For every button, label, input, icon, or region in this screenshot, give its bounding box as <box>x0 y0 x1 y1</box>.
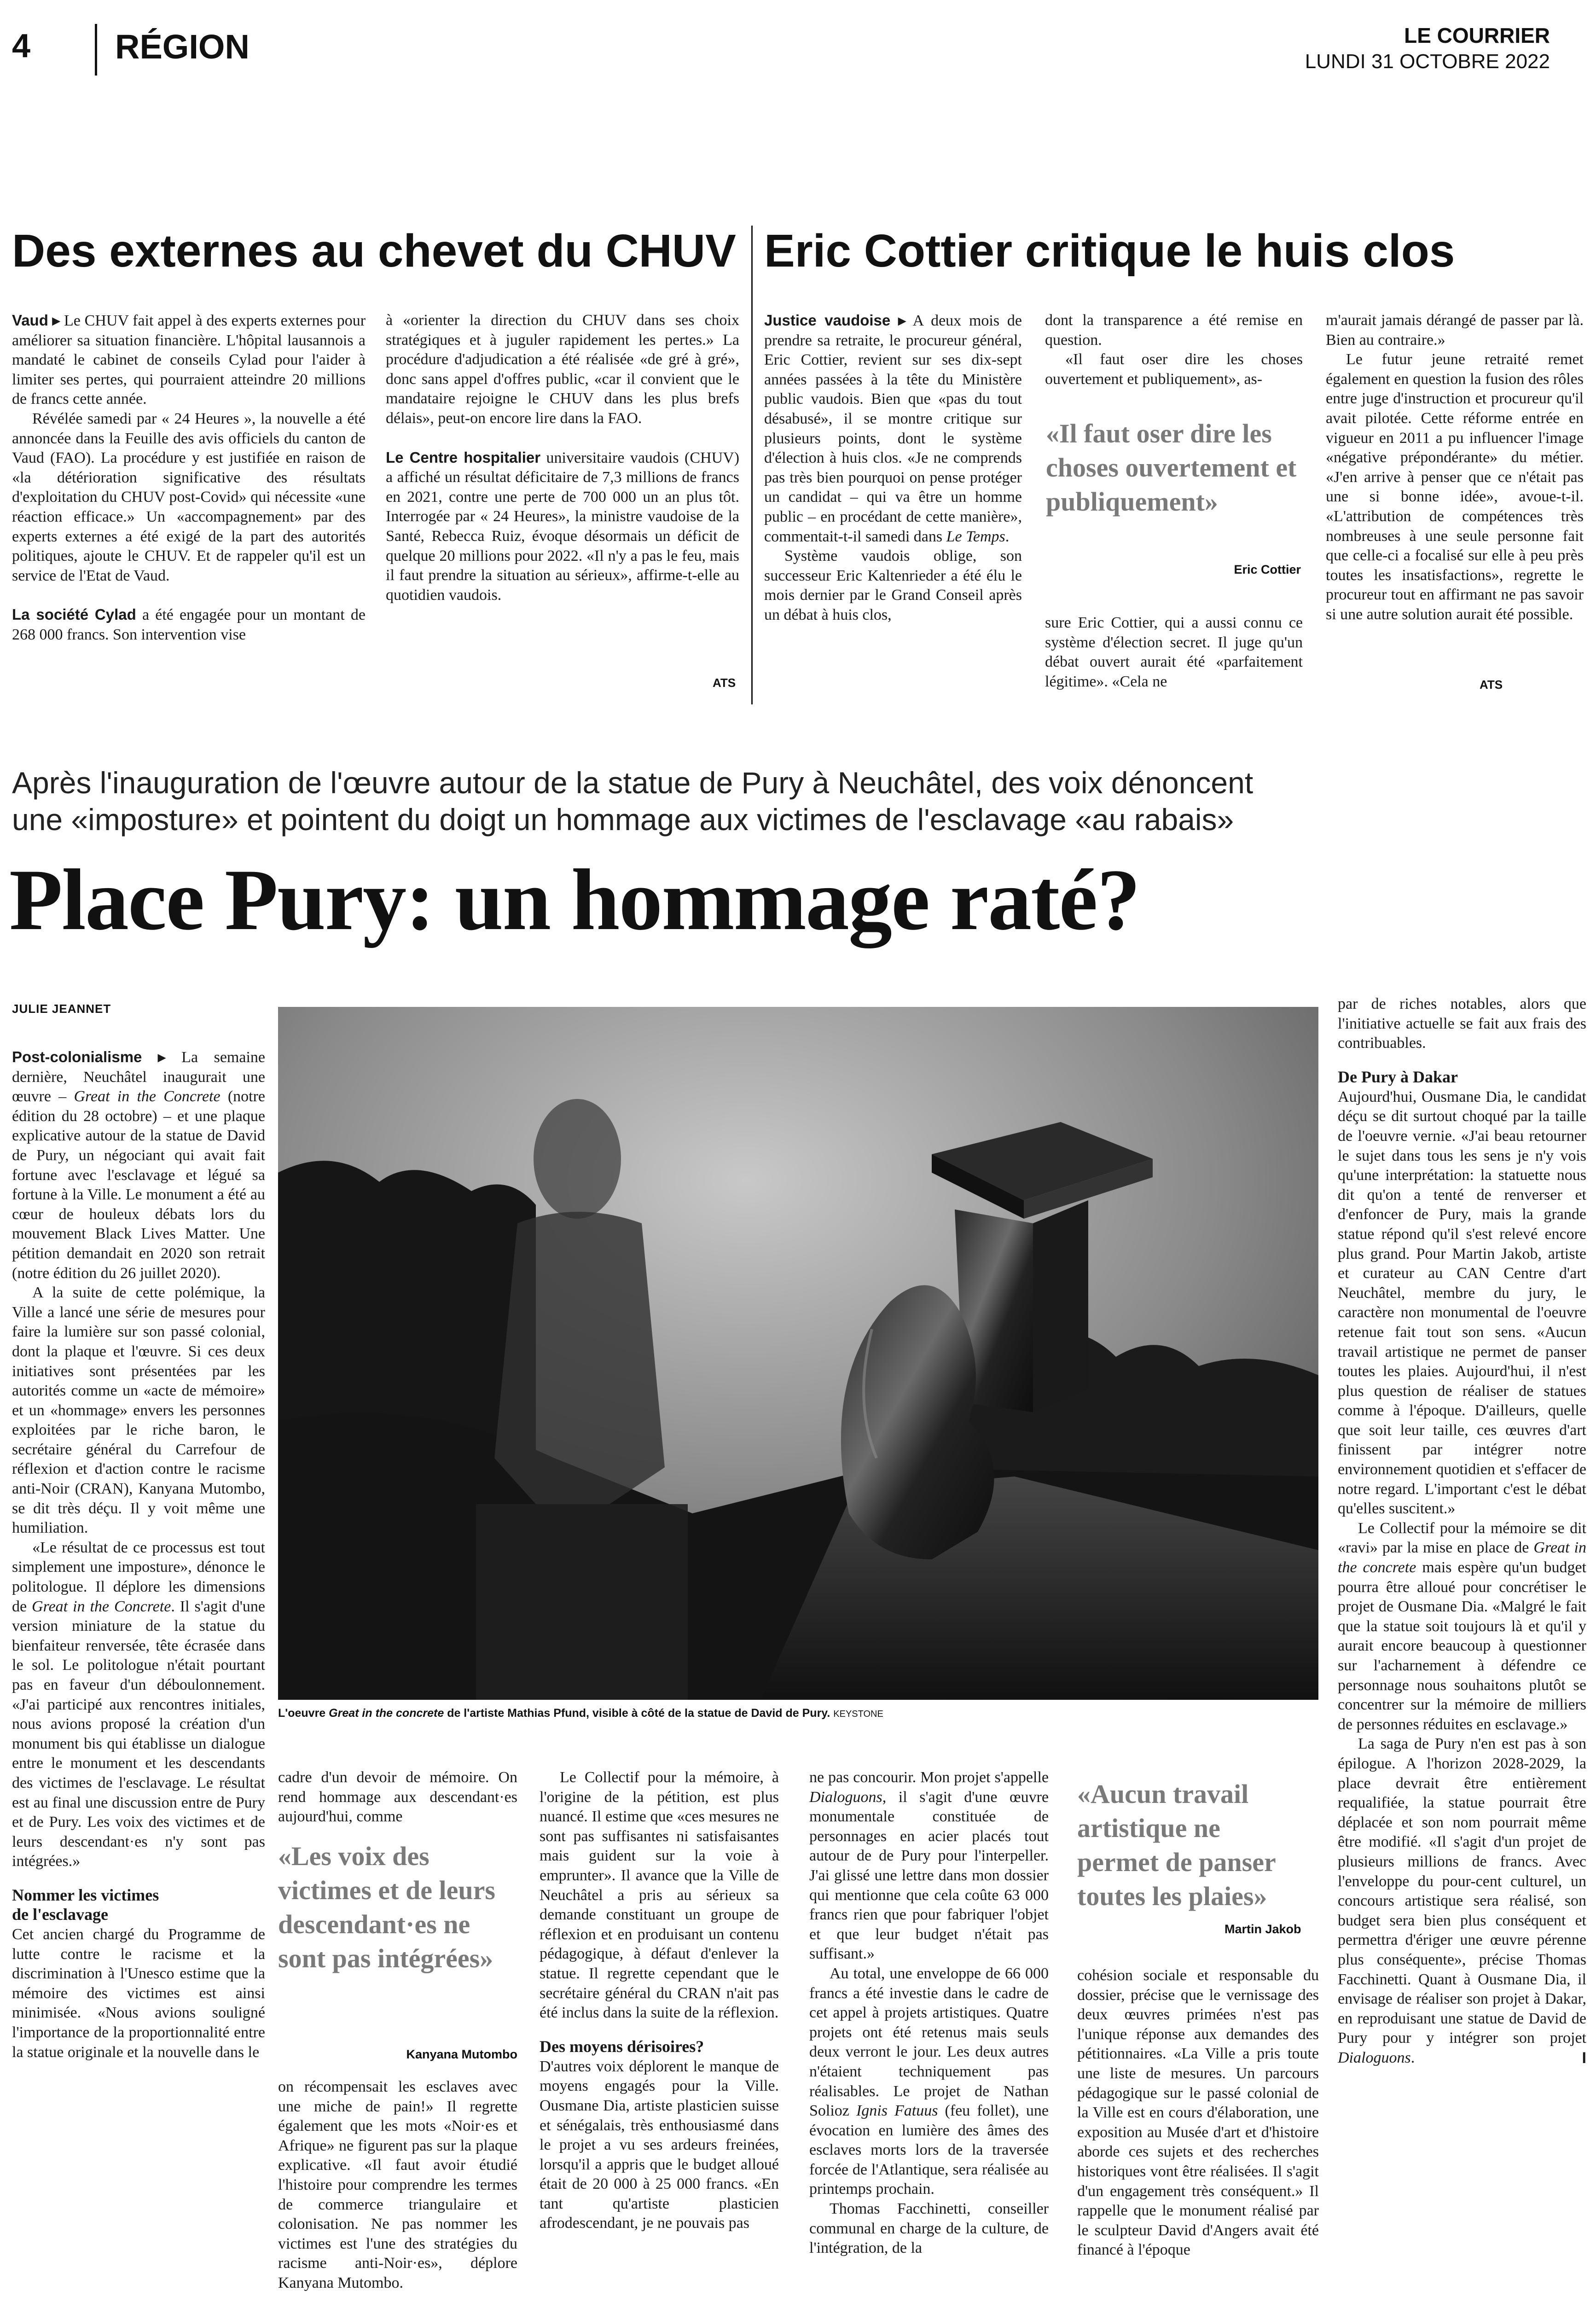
main-col-3: Le Collectif pour la mémoire, à l'origine de la pétition, est plus nuancé. Il estime que «ces mesures ne sont pas suffisantes ni satisfaisantes mais guident sur la voie à emprunter». Il avance que la Ville de Neuchâtel a pris au sérieux sa demande constituant un groupe de réflexion et en produisant un contenu pédagogique, à défaut d'enlever la statue. Il regrette cependant que le secrétaire général du CRAN n'ait pas été inclus dans la suite de la réflexion. Des moyens dérisoires? D'autres voix déplorent le manque de moyens engagés pour la Ville. Ousmane Dia, artiste plasticien suisse et sénégalais, très enthousiasmé dans le projet a vu ses ardeurs freinées, lorsqu'il a appris que le budget alloué était de 20 000 à 25 000 francs. «En tant qu'artiste plasticien afrodescendant, je ne pouvais pas <box>540 1769 779 2232</box>
cottier-col-2: dont la transparence a été remise en question. «Il faut oser dire les choses ouvertement et publiquement», as- <box>1045 312 1303 388</box>
main-col-6: par de riches notables, alors que l'initiative actuelle se fait aux frais des contribuables. De Pury à Dakar Aujourd'hui, Ousmane Dia, le candidat déçu se dit surtout choqué par la taille de l'oeuvre vernie. «J'ai beau retourner le sujet dans tous les sens je n'y vois qu'une interprétation: la statuette nous dit qu'on a tenté de renverser et d'enfoncer de Pury, mais la grande statue répond qu'il s'est relevé encore plus grand. Pour Martin Jakob, artiste et curateur au CAN Centre d'art Neuchâtel, membre du jury, le caractère non monumental de l'oeuvre retenue fait tout son sens. «Aucun travail artistique ne permet de panser toutes les plaies. Aujourd'hui, il n'est plus question de réaliser de statues comme à l'époque. D'ailleurs, quelle que soit leur taille, ces œuvres d'art finissent par intégrer notre environnement quotidien et s'effacer de notre regard. L'important c'est le débat qu'elles suscitent.» Le Collectif pour la mémoire se dit «ravi» par la mise en place de Great in the concrete mais espère qu'un budget pourra être alloué pour concrétiser le projet de Ousmane Dia. «Malgré le fait que la statue soit toujours là et qu'il y aurait encore beaucoup à questionner sur l'acharnement à défendre ce personnage nous souhaitons plutôt se concentrer sur la mémoire de milliers de personnes réduites en esclavage.» La saga de Pury n'en est pas à son épilogue. A l'horizon 2028-2029, la place devrait être entièrement requalifiée, la statue pourrait être déplacée et son nom pourrait même être modifié. «Il s'agit d'un projet de plusieurs millions de francs. Avec l'enveloppe du pour-cent culturel, un concours artistique sera réalisé, son budget sera bien plus conséquent et permettra d'ériger une œuvre pérenne plus conséquente», précise Thomas Facchinetti. Quant à Ousmane Dia, il envisage de réaliser son projet à Dakar, en reproduisant une statue de David de Pury pour y intégrer son projet Dialoguons. I <box>1338 994 1586 2068</box>
chuv-col-2: à «orienter la direction du CHUV dans ses choix stratégiques et à juguler rapidement les pertes.» La procédure d'adjudication a été réalisée «de gré à gré», donc sans appel d'offres public, «car il convient que le mandataire rejoigne le CHUV dans les plus brefs délais», peut-on encore lire dans la FAO. Le Centre hospitalier universitaire vaudois (CHUV) a affiché un résultat déficitaire de 7,3 millions de francs en 2021, contre une perte de 700 000 un an plus tôt. Interrogée par « 24 Heures», la ministre vaudoise de la Santé, Rebecca Ruiz, évoque désormais un déficit de quelque 20 millions pour 2022. «Il n'y a pas le feu, mais il faut prendre la situation au sérieux», affirme-t-elle au quotidien vaudois. <box>386 312 740 604</box>
paper-name: LE COURRIER <box>1404 23 1550 47</box>
mutombo-quote-author: Kanyana Mutombo <box>406 2047 517 2061</box>
main-deck: Après l'inauguration de l'œuvre autour de la statue de Pury à Neuchâtel, des voix dénoncent une «imposture» et pointent du doigt un hommage aux victimes de l'esclavage «au rabais» <box>12 766 1254 837</box>
chuv-kicker: Vaud <box>12 312 48 329</box>
main-col-2-bottom: on récompensait les esclaves avec une miche de pain!» Il regrette également que les mots «Noir·es et Afrique» ne figurent pas sur la plaque explicative. «Il faut avoir étudié l'histoire pour comprendre les termes de commerce triangulaire et colonisation. Ne pas nommer les victimes est l'une des stratégies du racisme anti-Noir·es», déplore Kanyana Mutombo. <box>278 2078 517 2291</box>
header-divider <box>95 24 97 76</box>
end-mark: I <box>1582 2049 1586 2067</box>
cottier-col-3: m'aurait jamais dérangé de passer par là. Bien au contraire.» Le futur jeune retraité remet également en question la fusion des rôles entre juge d'instruction et procureur qu'il avait pilotée. Cette réforme entrée en vigueur en 2011 a pu influencer l'image «négative prépondérante» du métier. «J'en arrive à penser que ce n'était pas une si bonne idée», avoue-t-il. «L'attribution de compétences très nombreuses à une seule personne fait que celle-ci a focalisé sur elle à peu près toutes les insatisfactions», regrette le procureur tout en affirmant ne pas savoir si une autre solution aurait été possible. <box>1326 312 1584 623</box>
column-divider <box>751 226 753 704</box>
chuv-source: ATS <box>713 676 736 690</box>
jakob-quote-author: Martin Jakob <box>1225 1922 1301 1936</box>
chuv-col-1: Vaud ▸ Le CHUV fait appel à des experts externes pour améliorer sa situation financière. L'hôpital lausannois a mandaté le cabinet de conseils Cylad pour l'aider à limiter ses pertes, qui pourraient atteindre 20 millions de francs cette année. Révélée samedi par « 24 Heures », la nouvelle a été annoncée dans la Feuille des avis officiels du canton de Vaud (FAO). La procédure y est justifiée en raison de «la détérioration significative des résultats d'exploitation du CHUV post-Covid» qui nécessite «une réaction efficace.» Un «accompagnement» par des experts externes a été exigé de la part des autorités politiques, ajoute le CHUV. Et de rappeler qu'il est un service de l'Etat de Vaud. La société Cylad a été engagée pour un montant de 268 000 francs. Son intervention vise <box>12 312 366 643</box>
subhead-means: Des moyens dérisoires? <box>540 2037 704 2056</box>
mutombo-pull-quote: «Les voix des victimes et de leurs descendant·es ne sont pas intégrées» <box>278 1841 495 1973</box>
section-title: RÉGION <box>115 28 250 66</box>
article-photo <box>278 1007 1318 1700</box>
cottier-col-2-bottom: sure Eric Cottier, qui a aussi connu ce système d'élection secret. Il juge qu'un débat ouvert aurait été «parfaitement légitime». «Cela ne <box>1045 614 1303 690</box>
page-number: 4 <box>12 28 31 64</box>
cottier-col-1: Justice vaudoise ▸ A deux mois de prendre sa retraite, le procureur général, Eric Cottier, revient sur ses dix-sept années passées à la tête du Ministère public vaudois. Bien que «pas du tout désabusé», il se montre critique sur plusieurs points, dont le système d'élection à huis clos. «Je ne comprends pas très bien pourquoi on pense protéger un candidat – qui va être un homme public – en procédant de cette manière», commentait-t-il samedi dans Le Temps. Système vaudois oblige, son successeur Eric Kaltenrieder a été élu le mois dernier par le Grand Conseil après un débat à huis clos, <box>764 312 1022 623</box>
cottier-source: ATS <box>1480 678 1503 692</box>
arrow-icon: ▸ <box>158 1048 166 1065</box>
main-headline: Place Pury: un hommage raté? <box>9 852 1140 948</box>
issue-date: LUNDI 31 OCTOBRE 2022 <box>1305 50 1550 73</box>
main-col-4: ne pas concourir. Mon projet s'appelle Dialoguons, il s'agit d'une œuvre monumentale constituée de personnages en acier placés tout autour de de Pury pour l'interpeller. J'ai glissé une lettre dans mon dossier qui mentionne que cela coûte 63 000 francs rien que pour fabriquer l'objet et que leur budget n'était pas suffisant.» Au total, une enveloppe de 66 000 francs a été investie dans le cadre de cet appel à projets artistiques. Quatre projets ont été retenus mais seuls deux verront le jour. Les deux autres n'étaient techniquement pas réalisables. Le projet de Nathan Solioz Ignis Fatuus (feu follet), une évocation en lumière des âmes des esclaves morts lors de la traversée forcée de l'Atlantique, sera réalisée au printemps prochain. Thomas Facchinetti, conseiller communal en charge de la culture, de l'intégration, de la <box>809 1769 1049 2257</box>
chuv-headline: Des externes au chevet du CHUV <box>12 225 736 277</box>
cottier-quote-author: Eric Cottier <box>1234 563 1301 576</box>
subhead-dakar: De Pury à Dakar <box>1338 1067 1458 1086</box>
arrow-icon: ▸ <box>52 312 60 329</box>
cottier-kicker: Justice vaudoise <box>764 312 891 329</box>
statue-photo-illustration <box>278 1007 1318 1700</box>
photo-caption: L'oeuvre Great in the concrete de l'artiste Mathias Pfund, visible à côté de la statue de David de Pury. KEYSTONE <box>278 1707 883 1720</box>
main-col-1: Post-colonialisme ▸ La semaine dernière, Neuchâtel inaugurait une œuvre – Great in the Concrete (notre édition du 28 octobre) – et une plaque explicative autour de la statue de David de Pury, un négociant qui avait fait fortune avec l'esclavage et légué sa fortune à la Ville. Le monument a été au cœur de houleux débats lors du mouvement Black Lives Matter. Une pétition demandait en 2020 son retrait (notre édition du 26 juillet 2020). A la suite de cette polémique, la Ville a lancé une série de mesures pour faire la lumière sur son passé colonial, dont la plaque et l'œuvre. Si ces deux initiatives sont présentées par les autorités comme un «acte de mémoire» et un «hommage» envers les personnes exploitées par le riche baron, le secrétaire général du Carrefour de réflexion et d'action contre le racisme anti-Noir (CRAN), Kanyana Mutombo, se dit très déçu. Il y voit même une humiliation. «Le résultat de ce processus est tout simplement une imposture», dénonce le politologue. Il déplore les dimensions de Great in the Concrete. Il s'agit d'une version miniature de la statue du bienfaiteur renversée, tête écrasée dans le sol. Le politologue n'était pourtant pas en faveur d'un déboulonnement. «J'ai participé aux rencontres initiales, nous avions proposé la création d'un monument bis qui établisse un dialogue entre le monument et les descendants des victimes de l'esclavage. Le résultat est au final une discussion entre de Pury et de Pury. Les voix des victimes et de leurs descendant·es n'y sont pas intégrées.» Nommer les victimes de l'esclavage Cet ancien chargé du Programme de lutte contre le racisme et la discrimination à l'Unesco estime que la mémoire des victimes est ainsi minimisée. «Nous avions souligné l'importance de la proportionnalité entre la statue originale et la nouvelle dans le <box>12 1048 266 2061</box>
cottier-headline: Eric Cottier critique le huis clos <box>764 225 1455 277</box>
byline: JULIE JEANNET <box>12 1002 111 1016</box>
jakob-pull-quote: «Aucun travail artistique ne permet de panser toutes les plaies» <box>1077 1779 1276 1911</box>
main-col-2-top: cadre d'un devoir de mémoire. On rend hommage aux descendant·es aujourd'hui, comme <box>278 1769 517 1825</box>
main-kicker: Post-colonialisme <box>12 1048 142 1065</box>
cottier-pull-quote: «Il faut oser dire les choses ouvertement et publiquement» <box>1046 419 1297 517</box>
subhead-victims: Nommer les victimes de l'esclavage <box>12 1885 159 1924</box>
arrow-icon: ▸ <box>898 312 906 329</box>
main-col-5: cohésion sociale et responsable du dossier, précise que le vernissage des deux œuvres primées n'est pas l'unique réponse aux demandes des pétitionnaires. «La Ville a pris toute une liste de mesures. Un parcours pédagogique sur le passé colonial de la Ville est en cours d'élaboration, une exposition au Musée d'art et d'histoire aborde ces sujets et des recherches historiques vont être réalisées. Il s'agit d'un engagement très conséquent.» Il rappelle que le monument réalisé par le sculpteur David d'Angers avait été financé à l'époque <box>1077 1967 1319 2259</box>
